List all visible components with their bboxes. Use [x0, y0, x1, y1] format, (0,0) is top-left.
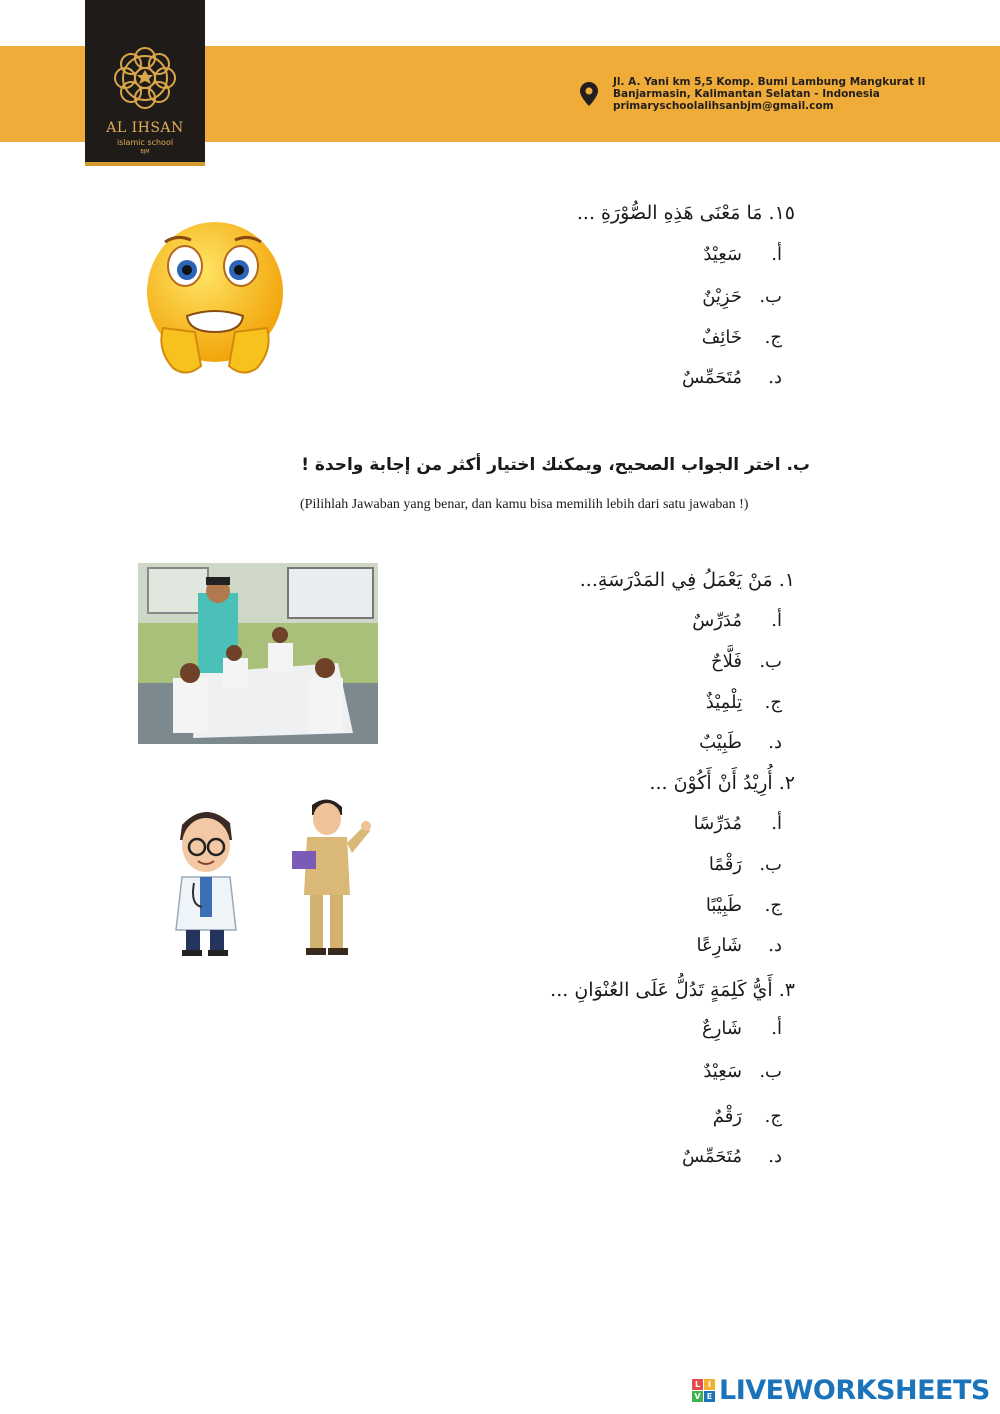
brand-box-letter: L	[692, 1379, 703, 1390]
option-letter: د.	[768, 367, 782, 388]
option-text: مُدَرِّسٌ	[692, 610, 742, 631]
question-1: ١. مَنْ يَعْمَلُ فِي المَدْرَسَةِ...	[579, 569, 795, 591]
logo-subtitle: islamic school	[116, 138, 174, 147]
q3-option-c[interactable]	[713, 1106, 782, 1127]
option-text: رَقْمٌ	[712, 1106, 742, 1127]
address-line-2: Banjarmasin, Kalimantan Selatan - Indonesia	[613, 88, 880, 100]
option-letter: ج.	[764, 895, 782, 916]
option-text: شَارِعٌ	[702, 1018, 742, 1039]
school-logo	[85, 0, 205, 166]
option-letter: د.	[768, 732, 782, 753]
location-pin-icon	[580, 82, 598, 106]
option-text: حَزِيْنٌ	[702, 286, 742, 307]
option-text: طَبِيْبٌ	[699, 732, 742, 753]
brand-box-letter: I	[704, 1379, 715, 1390]
option-text: تِلْمِيْذٌ	[705, 692, 742, 713]
option-text: مُتَحَمِّسٌ	[681, 367, 742, 388]
option-letter: ب.	[759, 286, 782, 307]
option-letter: ج.	[764, 692, 782, 713]
q2-option-c[interactable]	[706, 895, 782, 916]
q15-option-a[interactable]	[703, 244, 782, 265]
option-letter: أ.	[771, 610, 782, 631]
logo-city: BJM	[140, 149, 150, 155]
option-text: سَعِيْدٌ	[703, 1061, 742, 1082]
question-2: ٢. أُرِيْدُ أَنْ أَكُوْنَ ...	[649, 772, 795, 794]
option-letter: ب.	[759, 1061, 782, 1082]
option-letter: أ.	[771, 244, 782, 265]
logo-name: AL IHSAN	[106, 120, 184, 136]
q2-option-a[interactable]	[694, 813, 782, 834]
liveworksheets-logo[interactable]	[692, 1374, 990, 1406]
option-letter: أ.	[771, 813, 782, 834]
q15-option-c[interactable]	[702, 327, 782, 348]
q1-option-c[interactable]	[706, 692, 782, 713]
option-text: فَلَّاحٌ	[711, 651, 742, 672]
option-letter: ج.	[764, 1106, 782, 1127]
q2-option-d[interactable]	[697, 935, 782, 956]
brand-box-letter: V	[692, 1391, 703, 1402]
q1-option-d[interactable]	[699, 732, 782, 753]
brand-box-letter: E	[704, 1391, 715, 1402]
option-text: رَقْمًا	[708, 854, 742, 875]
q1-option-b[interactable]	[711, 651, 782, 672]
nervous-emoji-image	[143, 220, 288, 378]
option-text: سَعِيْدٌ	[703, 244, 742, 265]
option-text: مُدَرِّسًا	[693, 813, 742, 834]
option-letter: د.	[768, 1146, 782, 1167]
classroom-photo	[138, 563, 378, 744]
option-letter: ب.	[759, 651, 782, 672]
doctor-and-teacher-illustration	[160, 795, 375, 965]
section-b-subtitle: (Pilihlah Jawaban yang benar, dan kamu bisa memilih lebih dari satu jawaban !)	[300, 497, 749, 512]
q15-option-d[interactable]	[682, 367, 782, 388]
option-text: طَبِيْبًا	[705, 895, 742, 916]
section-b-heading: ب. اختر الجواب الصحيح، ويمكنك اختيار أكثر من إجابة واحدة !	[301, 455, 810, 475]
q3-option-b[interactable]	[703, 1061, 782, 1082]
q3-option-d[interactable]	[682, 1146, 782, 1167]
question-15: ١٥. مَا مَعْنَى هَذِهِ الصُّوْرَةِ ...	[576, 202, 795, 224]
liveworksheets-icon	[692, 1379, 715, 1402]
logo-ornament-icon	[93, 36, 197, 120]
q15-option-b[interactable]	[702, 286, 782, 307]
option-letter: د.	[768, 935, 782, 956]
contact-info	[613, 76, 925, 112]
address-line-1: Jl. A. Yani km 5,5 Komp. Bumi Lambung Mangkurat II	[613, 76, 926, 88]
option-text: خَائِفٌ	[701, 327, 742, 348]
option-text: شَارِعًا	[696, 935, 742, 956]
question-3: ٣. أَيُّ كَلِمَةٍ تَدُلُّ عَلَى العُنْوَانِ ...	[550, 979, 795, 1001]
option-letter: أ.	[771, 1018, 782, 1039]
brand-name: LIVEWORKSHEETS	[719, 1374, 990, 1406]
option-letter: ب.	[759, 854, 782, 875]
email: primaryschoolalihsanbjm@gmail.com	[613, 100, 834, 112]
q1-option-a[interactable]	[692, 610, 782, 631]
q3-option-a[interactable]	[702, 1018, 782, 1039]
option-text: مُتَحَمِّسٌ	[681, 1146, 742, 1167]
option-letter: ج.	[764, 327, 782, 348]
q2-option-b[interactable]	[709, 854, 782, 875]
